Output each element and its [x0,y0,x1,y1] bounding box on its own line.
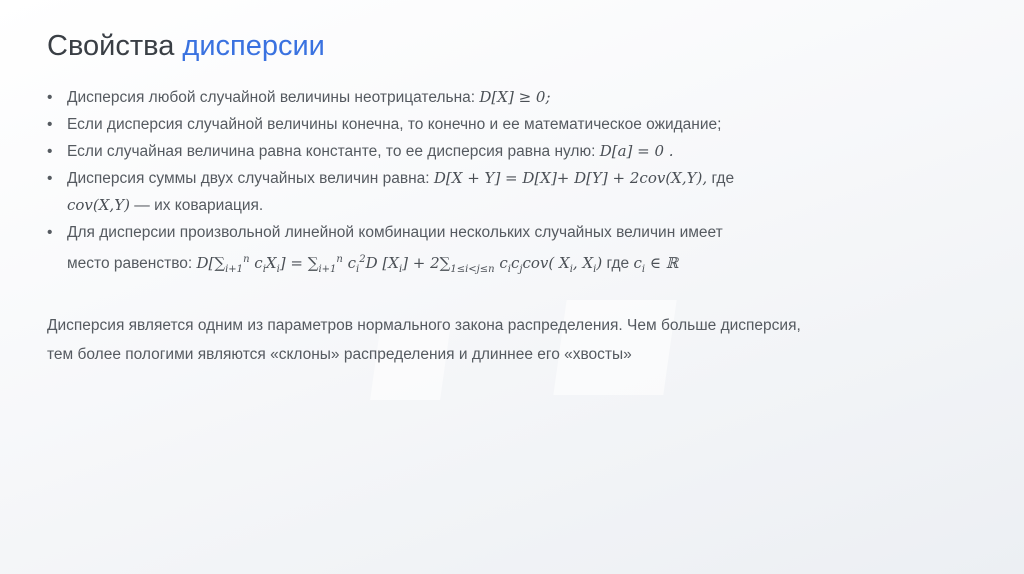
covariance-formula: cov(X,Y) [67,196,130,214]
bullet-continuation [67,246,1005,283]
bullet-cont-text: место равенство: [67,255,193,272]
bullet-item [45,219,1005,283]
bullet-continuation [67,192,1005,219]
bullet-text: Для дисперсии произвольной линейной комбинации нескольких случайных величин имеет [67,224,723,241]
slide-title [47,30,325,63]
coefficient-formula: $c_i$ ∈ ℝ [633,254,679,275]
bullet-formula: D[a] = 0 . [599,142,674,160]
summary-paragraph [47,311,987,369]
bullet-cont-after: где [606,255,630,272]
bullet-text: Дисперсия суммы двух случайных величин равна: [67,170,430,187]
bullet-text: Если случайная величина равна константе, то ее дисперсия равна нулю: [67,143,596,160]
bullet-formula: D[X] ≥ 0; [479,88,551,106]
bullet-after-text: где [711,170,735,187]
bullet-item [45,165,1005,219]
bullet-formula: D[X + Y] = D[X]+ D[Y] + 2cov(X,Y), [433,169,708,187]
bullet-item [45,138,1005,165]
title-accent: дисперсии [182,30,325,62]
paragraph-line: тем более пологими являются «склоны» распределения и длиннее его «хвосты» [47,346,632,363]
variance-sum-formula: $D[\sum_{i+1}^n$ $c_iX_i] = \sum_{i+1}^n$ $c_i^2D$ $[X_i] + 2\sum_{1\le i<j\le n}$ $c_ic_jcov$( $X_i$, $X_i$) [196,254,603,275]
paragraph-line: Дисперсия является одним из параметров нормального закона распределения. Чем больше дисперсия, [47,317,801,334]
covariance-text: — их ковариация. [129,197,264,214]
bullet-item [45,84,1005,111]
bullet-list [45,84,1005,283]
bullet-item [45,111,1005,138]
title-plain: Свойства [47,30,175,62]
bullet-text: Если дисперсия случайной величины конечна, то конечно и ее математическое ожидание; [67,116,722,133]
bullet-text: Дисперсия любой случайной величины неотрицательна: [67,89,476,106]
